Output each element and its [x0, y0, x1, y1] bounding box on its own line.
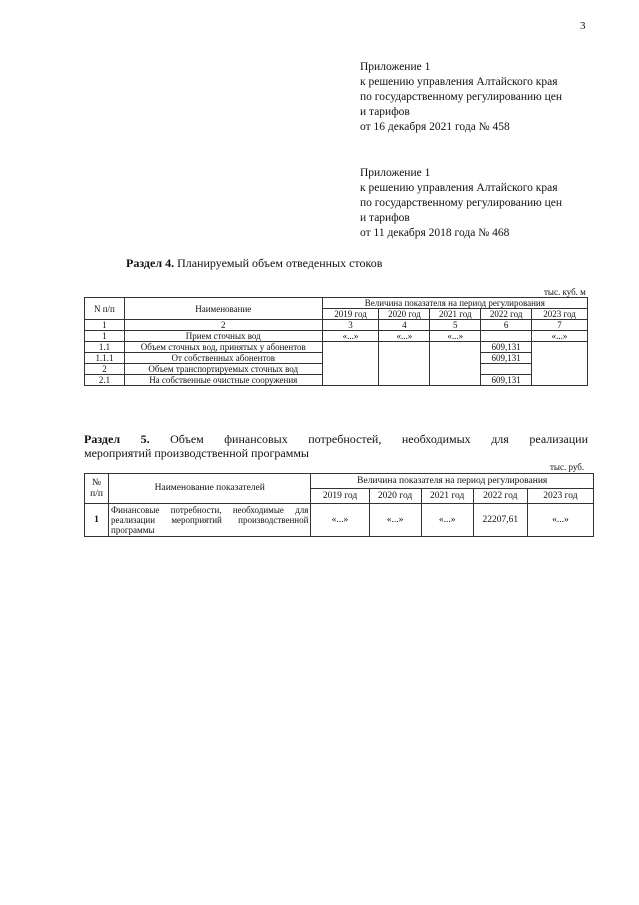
row-value — [481, 364, 532, 375]
appendix-line: к решению управления Алтайского края — [360, 182, 558, 194]
row-value: «...» — [430, 331, 481, 342]
header-year: 2019 год — [311, 489, 369, 504]
header-year: 2020 год — [379, 309, 430, 320]
section5-title-text: Объем финансовых потребностей, необходимых для реализации — [149, 432, 588, 446]
header-num: N п/п — [85, 298, 125, 320]
row-value: 609,131 — [481, 375, 532, 386]
header-year: 2022 год — [481, 309, 532, 320]
table-row — [85, 342, 588, 353]
row-name: На собственные очистные сооружения — [124, 375, 322, 386]
row-value: «...» — [527, 504, 593, 537]
section4-title-text: Планируемый объем отведенных стоков — [174, 256, 383, 270]
appendix-line: и тарифов — [360, 212, 410, 224]
appendix-line: от 11 декабря 2018 года № 468 — [360, 227, 510, 239]
row-num: 1 — [85, 331, 125, 342]
merged-cell — [532, 342, 588, 386]
row-name: Финансовые потребности, необходимые для реализации мероприятий производственной программы — [109, 504, 311, 537]
index-row — [85, 320, 588, 331]
section5-title-line1 — [84, 432, 588, 446]
row-value: «...» — [322, 331, 379, 342]
header-year: 2023 год — [532, 309, 588, 320]
merged-cell — [322, 342, 379, 386]
row-value: «...» — [532, 331, 588, 342]
section5-table — [84, 473, 594, 537]
row-value: «...» — [369, 504, 421, 537]
row-name: Объем сточных вод, принятых у абонентов — [124, 342, 322, 353]
row-num: 2.1 — [85, 375, 125, 386]
row-name: От собственных абонентов — [124, 353, 322, 364]
section5-unit: тыс. руб. — [550, 462, 585, 472]
section4-table — [84, 297, 588, 386]
section5-title-line2: мероприятий производственной программы — [84, 446, 309, 460]
index-cell: 4 — [379, 320, 430, 331]
appendix-line: Приложение 1 — [360, 61, 431, 73]
row-value: 609,131 — [481, 342, 532, 353]
row-num: 1 — [85, 504, 109, 537]
row-name: Прием сточных вод — [124, 331, 322, 342]
section4-unit: тыс. куб. м — [544, 287, 586, 297]
table-row — [85, 504, 594, 537]
header-year: 2022 год — [473, 489, 527, 504]
merged-cell — [430, 342, 481, 386]
header-num: № п/п — [85, 474, 109, 504]
index-cell: 3 — [322, 320, 379, 331]
row-num: 1.1 — [85, 342, 125, 353]
header-name: Наименование — [124, 298, 322, 320]
row-value — [481, 331, 532, 342]
appendix-line: по государственному регулированию цен — [360, 91, 563, 103]
merged-cell — [379, 342, 430, 386]
row-name: Объем транспортируемых сточных вод — [124, 364, 322, 375]
header-group: Величина показателя на период регулирования — [322, 298, 587, 309]
index-cell: 7 — [532, 320, 588, 331]
header-group: Величина показателя на период регулирования — [311, 474, 594, 489]
index-cell: 2 — [124, 320, 322, 331]
header-year: 2019 год — [322, 309, 379, 320]
appendix-line: по государственному регулированию цен — [360, 197, 563, 209]
header-name: Наименование показателей — [109, 474, 311, 504]
row-value: 609,131 — [481, 353, 532, 364]
row-num: 2 — [85, 364, 125, 375]
row-num: 1.1.1 — [85, 353, 125, 364]
index-cell: 1 — [85, 320, 125, 331]
appendix-header-original — [360, 166, 562, 241]
header-year: 2021 год — [421, 489, 473, 504]
header-year: 2023 год — [527, 489, 593, 504]
header-year: 2021 год — [430, 309, 481, 320]
row-value: «...» — [379, 331, 430, 342]
appendix-line: Приложение 1 — [360, 167, 431, 179]
index-cell: 5 — [430, 320, 481, 331]
appendix-line: к решению управления Алтайского края — [360, 76, 558, 88]
section4-title-label: Раздел 4. — [126, 256, 175, 270]
row-value: «...» — [311, 504, 369, 537]
appendix-line: от 16 декабря 2021 года № 458 — [360, 121, 510, 133]
section4-title — [126, 256, 382, 271]
page-number: 3 — [580, 20, 586, 32]
section5-title — [84, 432, 588, 460]
index-cell: 6 — [481, 320, 532, 331]
section5-title-label: Раздел 5. — [84, 432, 150, 446]
table-row — [85, 331, 588, 342]
row-value: 22207,61 — [473, 504, 527, 537]
header-year: 2020 год — [369, 489, 421, 504]
row-value: «...» — [421, 504, 473, 537]
appendix-header-current — [360, 60, 562, 135]
appendix-line: и тарифов — [360, 106, 410, 118]
